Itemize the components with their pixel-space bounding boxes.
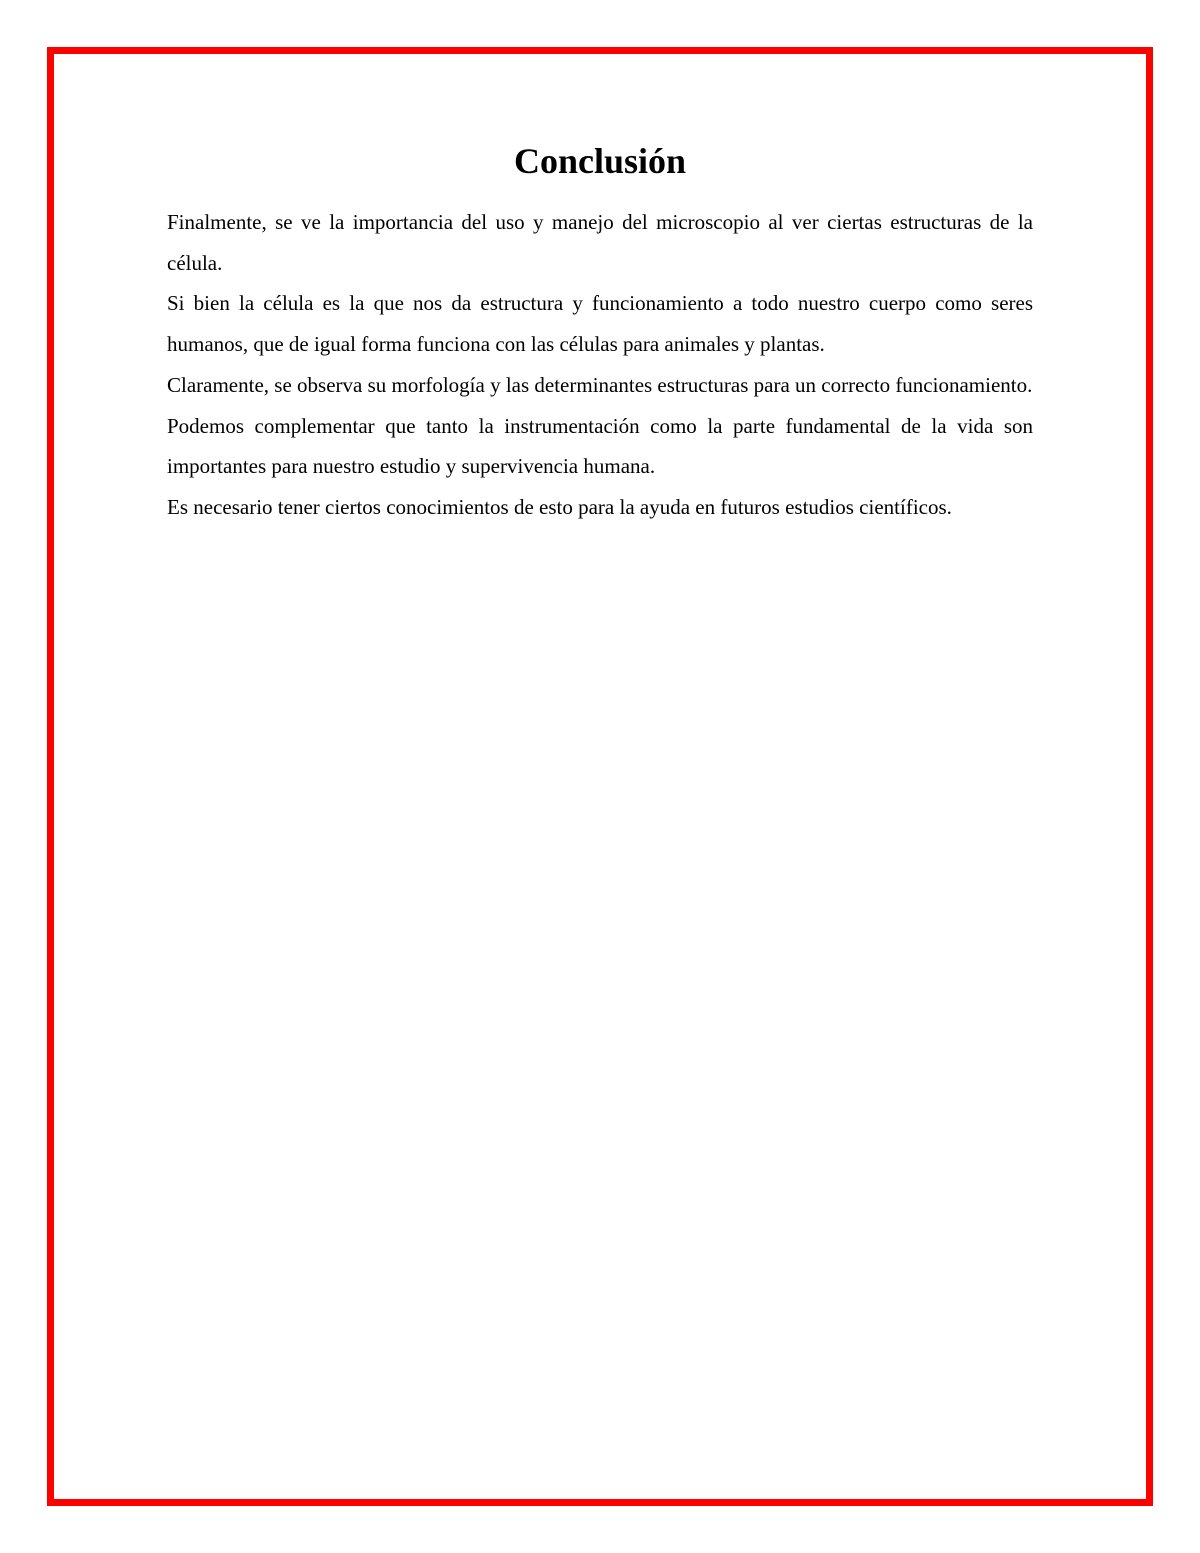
paragraph-1: Finalmente, se ve la importancia del uso y manejo del microscopio al ver ciertas estructuras de la célula. (167, 210, 1033, 275)
paragraph-2: Si bien la célula es la que nos da estructura y funcionamiento a todo nuestro cuerpo como seres humanos, que de igual forma funciona con las células para animales y plantas. (167, 291, 1033, 357)
paragraph-4: Podemos complementar que tanto la instrumentación como la parte fundamental de la vida son importantes para nuestro estudio y supervivencia humana. (167, 413, 1033, 479)
page-title: Conclusión (513, 141, 687, 181)
paragraph-5: Es necesario tener ciertos conocimientos de esto para la ayuda en futuros estudios científicos. (167, 494, 952, 519)
paragraph-3: Claramente, se observa su morfología y las determinantes estructuras para un correcto funcionamiento. (167, 372, 1033, 397)
document-body (167, 138, 1033, 528)
